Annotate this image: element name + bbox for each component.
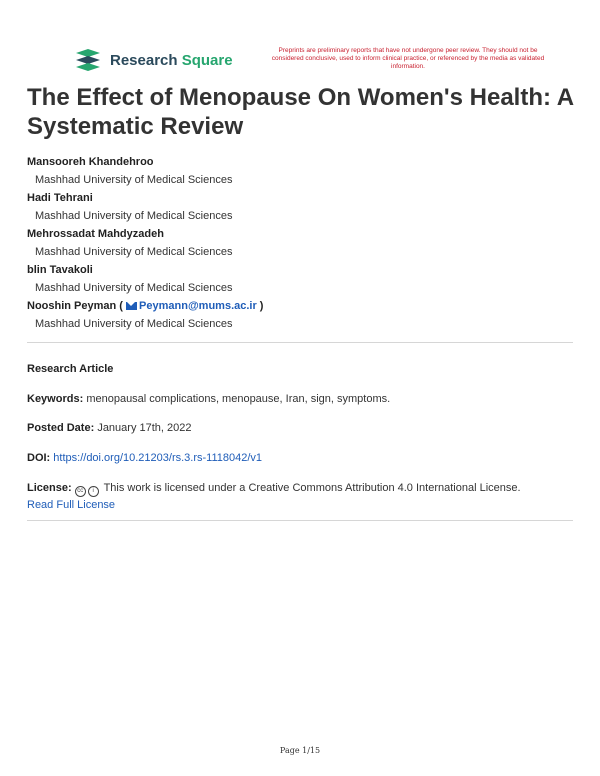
author-list — [27, 153, 575, 333]
author-name: Mansooreh Khandehroo — [27, 156, 154, 168]
author-affiliation: Mashhad University of Medical Sciences — [35, 318, 233, 330]
divider — [27, 520, 573, 521]
research-square-logo-icon — [74, 47, 104, 73]
corresponding-author-name: Nooshin Peyman ( Peymann@mums.ac.ir ) — [27, 300, 264, 312]
license-text: This work is licensed under a Creative Commons Attribution 4.0 International License. — [103, 482, 521, 494]
author-entry — [27, 261, 575, 297]
license — [27, 480, 573, 513]
divider — [27, 342, 573, 343]
author-entry — [27, 297, 575, 333]
paper-title: The Effect of Menopause On Women's Health: A Systematic Review — [27, 84, 574, 140]
author-affiliation: Mashhad University of Medical Sciences — [35, 282, 233, 294]
author-affiliation: Mashhad University of Medical Sciences — [35, 174, 233, 186]
doi-label: DOI: — [27, 452, 51, 464]
author-name: blin Tavakoli — [27, 264, 93, 276]
header — [74, 47, 544, 77]
author-name: Mehrossadat Mahdyzadeh — [27, 228, 164, 240]
keywords — [27, 391, 573, 407]
license-label: License: — [27, 482, 72, 494]
author-entry — [27, 189, 575, 225]
logo-text: Research Square — [110, 51, 233, 69]
author-entry — [27, 225, 575, 261]
research-square-logo[interactable] — [74, 47, 233, 73]
keywords-value: menopausal complications, menopause, Iran, sign, symptoms. — [86, 393, 391, 405]
cc-icon: cc — [75, 486, 86, 497]
preprint-disclaimer: Preprints are preliminary reports that have not undergone peer review. They should not be considered conclusive, used to inform clinical practice, or referenced by the media as validated information. — [271, 47, 545, 70]
page-number: Page 1/15 — [279, 746, 321, 755]
author-name: Hadi Tehrani — [27, 192, 93, 204]
doi-link[interactable]: https://doi.org/10.21203/rs.3.rs-1118042/v1 — [53, 452, 263, 464]
posted-date — [27, 420, 573, 436]
article-type: Research Article — [27, 363, 114, 375]
read-full-license-link[interactable]: Read Full License — [27, 499, 116, 511]
keywords-label: Keywords: — [27, 393, 84, 405]
author-email-link[interactable]: Peymann@mums.ac.ir — [126, 300, 257, 312]
posted-date-label: Posted Date: — [27, 422, 95, 434]
mail-icon — [126, 302, 137, 310]
attribution-icon: i — [88, 486, 99, 497]
posted-date-value: January 17th, 2022 — [97, 422, 192, 434]
author-entry — [27, 153, 575, 189]
doi — [27, 450, 573, 466]
author-affiliation: Mashhad University of Medical Sciences — [35, 246, 233, 258]
author-affiliation: Mashhad University of Medical Sciences — [35, 210, 233, 222]
